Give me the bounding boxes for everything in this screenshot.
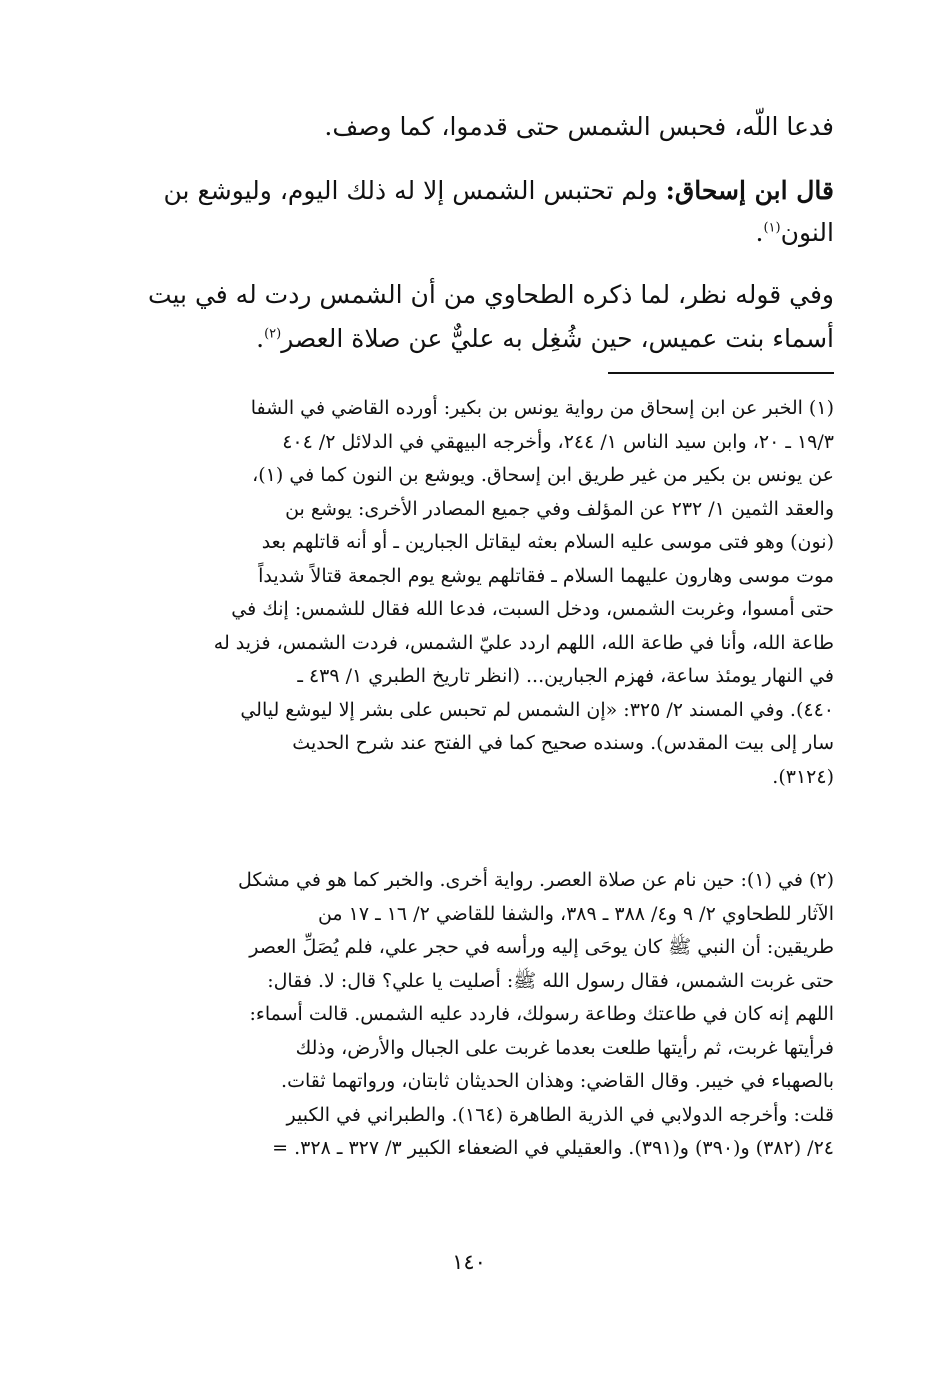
main-line	[104, 324, 834, 354]
footnote-line: (١) الخبر عن ابن إسحاق من رواية يونس بن بكير: أورده القاضي في الشفا	[250, 397, 834, 419]
footnote-line: والعقد الثمين ١/ ٢٣٢ عن المؤلف وفي جميع المصادر الأخرى: يوشع بن	[285, 497, 834, 520]
footnote-line: (نون) وهو فتى موسى عليه السلام بعثه ليقاتل الجبارين ـ أو أنه قاتلهم بعد	[261, 531, 834, 553]
footnote-line: بالصهباء في خيبر. وقال القاضي: وهذان الحديثان ثابتان، ورواتهما ثقات.	[281, 1070, 834, 1092]
footnote-1	[104, 392, 834, 794]
footnote-2	[104, 864, 834, 1166]
footnote-line: قلت: وأخرجه الدولابي في الذرية الطاهرة (١٦٤). والطبراني في الكبير	[286, 1103, 834, 1126]
footnote-line: في النهار يومئذ ساعة، فهزم الجبارين... (انظر تاريخ الطبري ١/ ٤٣٩ ـ	[297, 665, 834, 687]
footnote-ref-1[interactable]: (١)	[763, 220, 781, 236]
footnote-line: الآثار للطحاوي ٢/ ٩ و٤/ ٣٨٨ ـ ٣٨٩، والشفا للقاضي ٢/ ١٦ ـ ١٧ من	[317, 902, 834, 925]
footnote-line: موت موسى وهارون عليهما السلام ـ فقاتلهم يوشع يوم الجمعة قتالاً شديداً	[258, 564, 834, 587]
footnote-ref-2[interactable]: (٢)	[264, 326, 282, 342]
footnote-line: اللهم إنه كان في طاعتك وطاعة رسولك، فاردد عليه الشمس. قالت أسماء:	[249, 1003, 834, 1025]
main-text: ولم تحتبس الشمس إلا له ذلك اليوم، وليوشع بن	[163, 176, 658, 205]
footnote-line: عن يونس بن بكير من غير طريق ابن إسحاق. ويوشع بن النون كما في (١)،	[252, 464, 834, 486]
footnote-line: طاعة الله، وأنا في طاعة الله، اللهم اردد عليّ الشمس، فردت الشمس، فزيد له	[213, 631, 834, 654]
footnote-line: (٢) في (١): حين نام عن صلاة العصر. رواية أخرى. والخبر كما هو في مشكل	[237, 869, 834, 891]
footnote-separator	[608, 372, 834, 374]
footnote-line: فرأيتها غربت، ثم رأيتها طلعت بعدما غربت على الجبال والأرض، وذلك	[295, 1036, 834, 1059]
footnote-line: حتى غربت الشمس، فقال رسول الله ﷺ: أصليت يا علي؟ قال: لا. فقال:	[267, 969, 834, 992]
footnote-line: ١٩/٣ ـ ٢٠، وابن سيد الناس ١/ ٢٤٤، وأخرجه البيهقي في الدلائل ٢/ ٤٠٤	[282, 430, 834, 453]
footnote-line: طريقين: أن النبي ﷺ كان يوحَى إليه ورأسه في حجر علي، فلم يُصَلِّ العصر	[249, 936, 834, 958]
main-paragraph-3	[104, 280, 834, 354]
main-paragraph-1	[104, 112, 834, 142]
main-text-end: .	[755, 218, 764, 247]
footnote-line: ٢٤/ (٣٨٢) و(٣٩٠) و(٣٩١). والعقيلي في الضعفاء الكبير ٣/ ٣٢٧ ـ ٣٢٨. =	[272, 1137, 834, 1159]
page-number: ١٤٠	[452, 1250, 486, 1274]
main-text-end: .	[256, 324, 265, 353]
main-line: وفي قوله نظر، لما ذكره الطحاوي من أن الشمس ردت له في بيت	[147, 280, 834, 309]
speaker-lead: قال ابن إسحاق:	[665, 176, 834, 205]
main-line: فدعا اللّه، فحبس الشمس حتى قدموا، كما وصف.	[324, 112, 834, 141]
footnote-line: سار إلى بيت المقدس). وسنده صحيح كما في الفتح عند شرح الحديث	[292, 732, 834, 754]
footnote-line: (٣١٢٤).	[772, 765, 834, 788]
main-text: النون	[780, 218, 834, 247]
main-line	[104, 218, 834, 248]
footnote-line: حتى أمسوا، وغربت الشمس، ودخل السبت، فدعا الله فقال للشمس: إنك في	[231, 598, 834, 620]
main-paragraph-2	[104, 176, 834, 248]
main-text: أسماء بنت عميس، حين شُغِل به عليٌّ عن صلاة العصر	[281, 324, 834, 353]
footnote-line: ٤٤٠). وفي المسند ٢/ ٣٢٥: «إن الشمس لم تحبس على بشر إلا ليوشع ليالي	[240, 698, 834, 721]
main-line	[104, 176, 834, 206]
